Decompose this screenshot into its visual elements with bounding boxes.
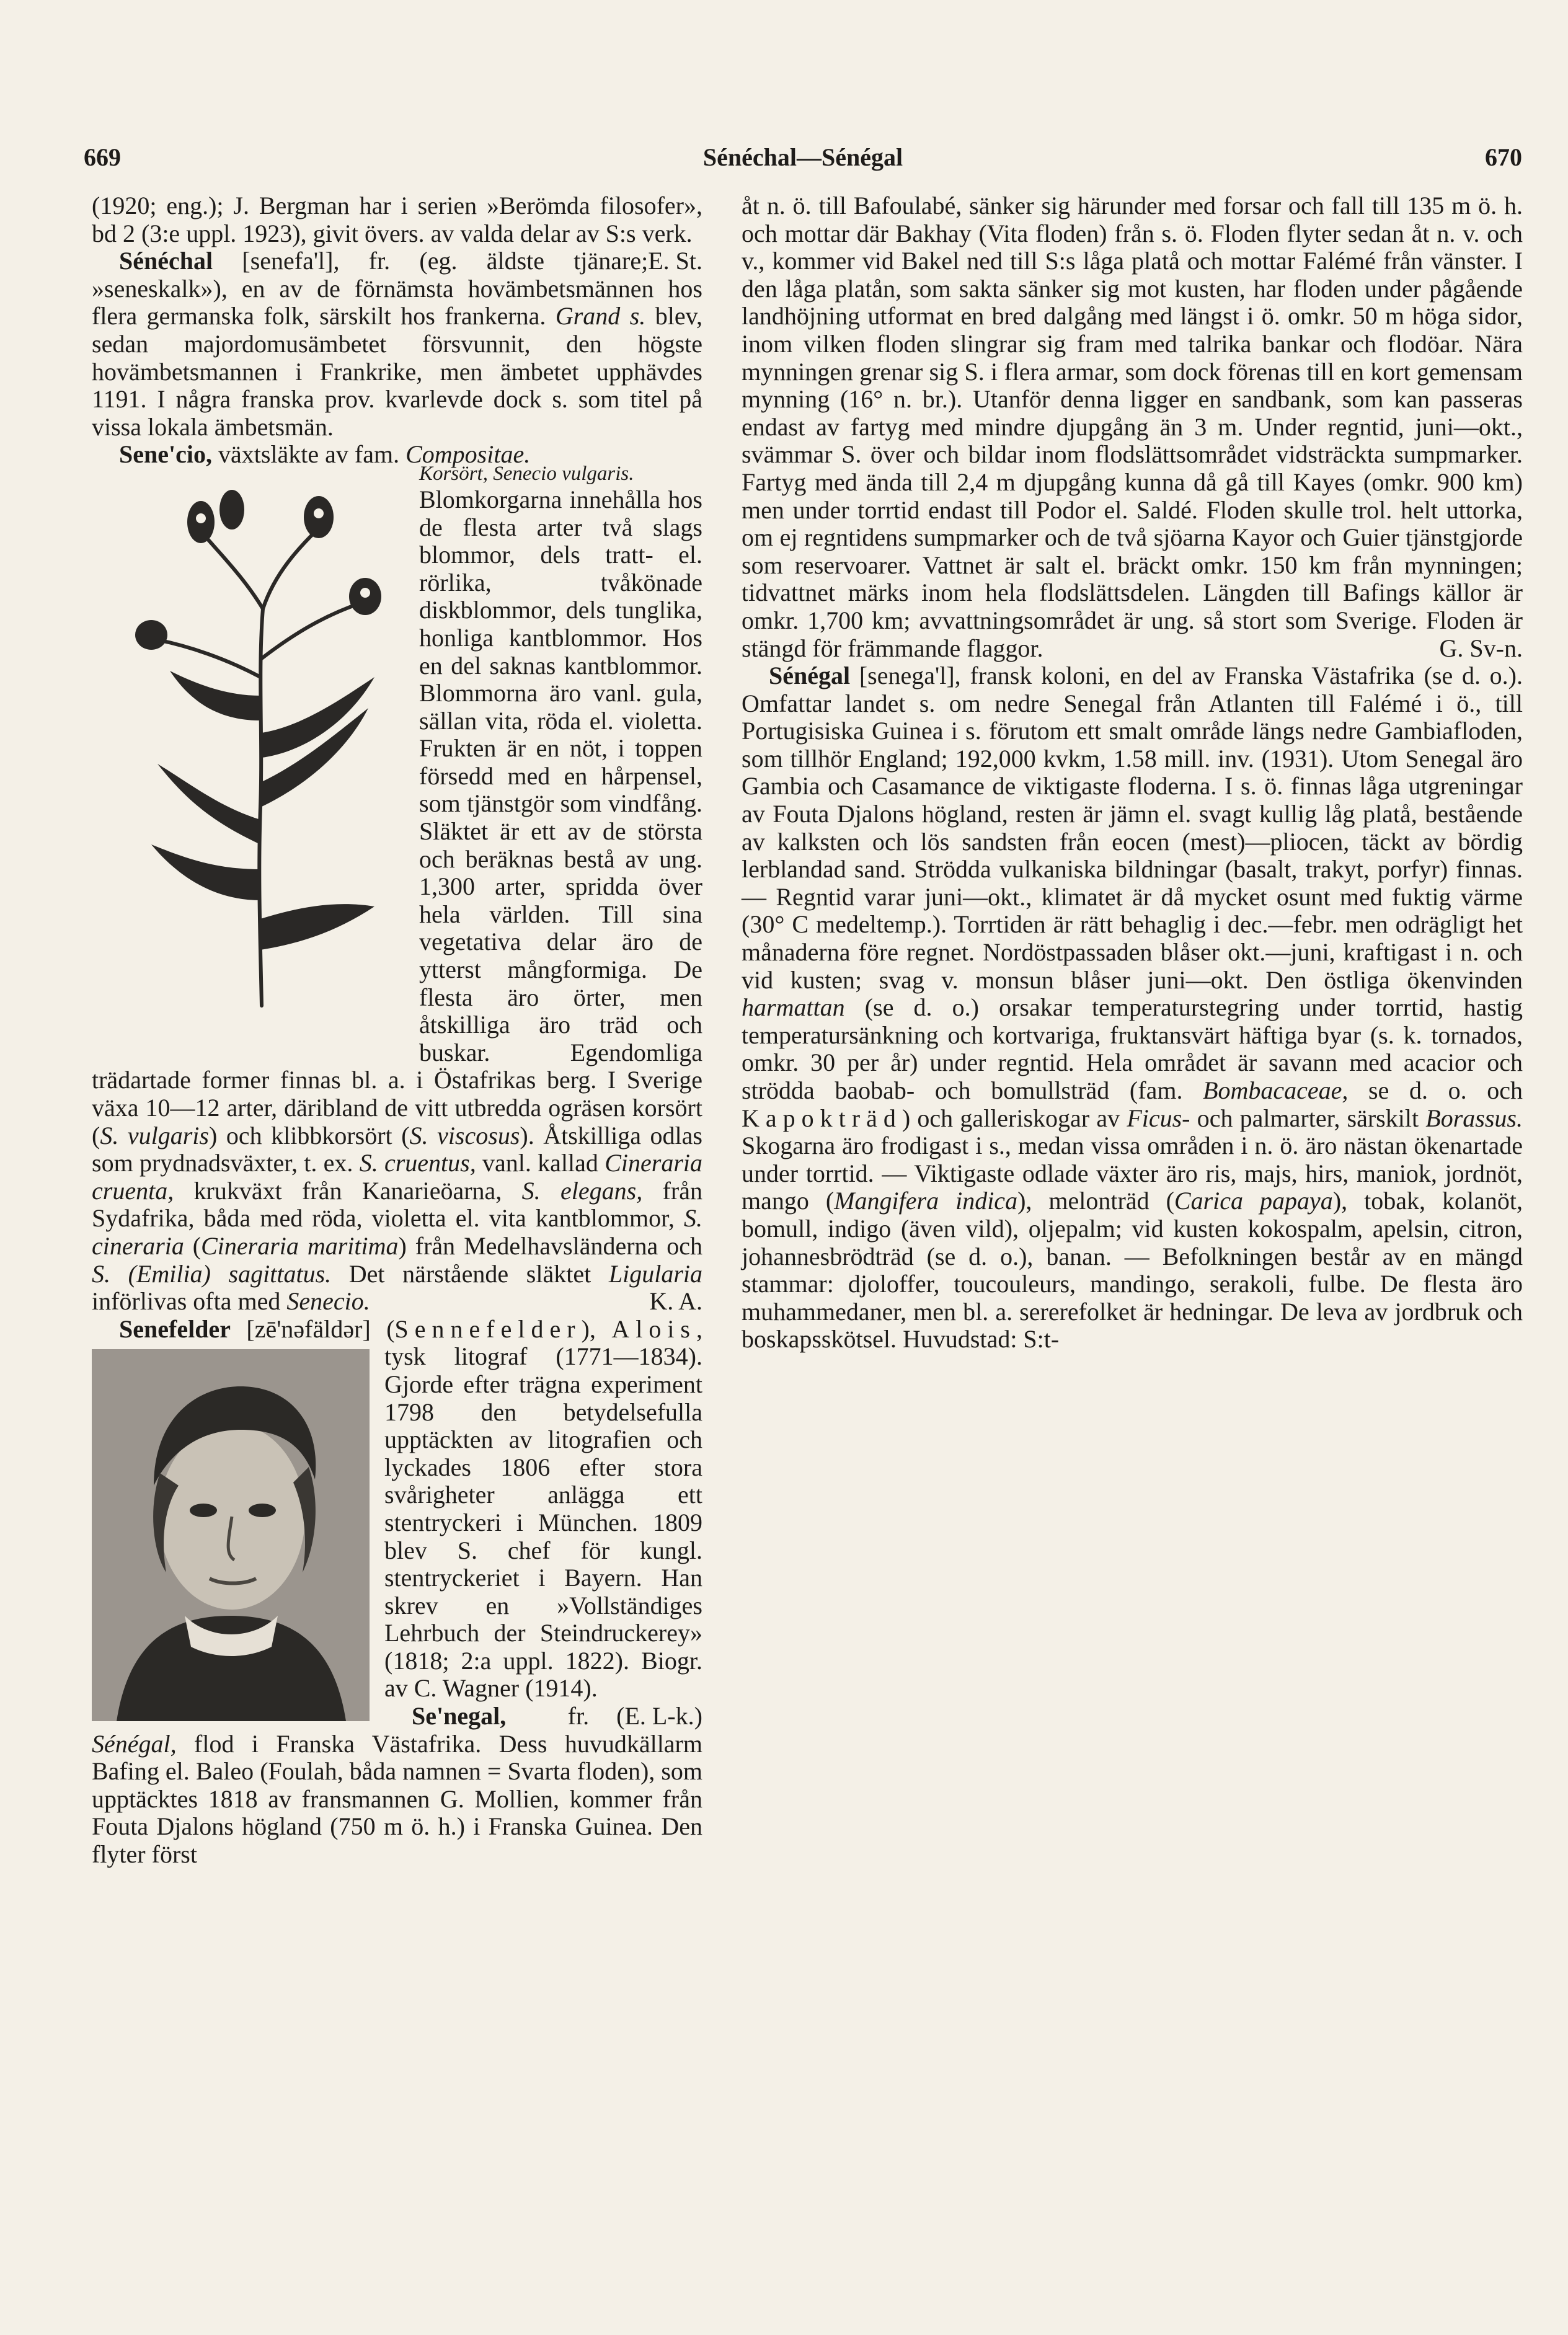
headword-senefelder: Senefelder <box>119 1314 231 1343</box>
page-number-right: 670 <box>1485 143 1522 171</box>
right-column <box>742 192 1523 1354</box>
headword-senecio: Sene'cio, <box>119 440 212 469</box>
entry-senegal-flod: Se'negal, fr. Sénégal, flod i Franska Västafrika. Dess huvudkällarm Bafing el. Baleo (Foulah, båda namnen = Svarta floden), som upptäcktes 1818 av fransmannen G. Mollien, kommer från Fouta Djalons högland (750 m ö. h.) i Franska Guinea. Den flyter först <box>92 1702 702 1869</box>
entry-senefelder: Senefelder [zē'nəfäldər] (Sennefelder), Alois , tysk litograf (1771—1834). Gjorde efter trägna experiment 1798 den betydelsefulla upptäckten av litografien och lyckades 1806 efter stora svårigheter anlägga ett stentryckeri i München. 1809 blev S. chef för kungl. stentryckeriet i Bayern. Han skrev en »Vollständiges Lehrbuch der Steindruckerey» (1818; 2:a uppl. 1822). Biogr. av C. Wagner (1914). (E. L-k.) <box>92 1316 702 1703</box>
senegal-river-paragraph: åt n. ö. till Bafoulabé, sänker sig härunder med forsar och fall till 135 m ö. h. och mottar där Bakhay (Vita floden) från s. ö. Floden flyter sedan åt n. v. och v., kommer vid Bakel ned till S:s låga platå och mottar Falémé från vänster. I den låga platån, som sakta sänker sig mot kusten, har floden under pågående landhöjning utformat en bred dalgång med längst i ö. omkr. 50 m höga sidor, inom vilken floden slingrar sig fram med talrika bankar och flodöar. Nära mynningen grenar sig S. i flera armar, som dock förenas till en kort gemensam mynning (16° n. br.). Utanför denna ligger en sandbank, som kan passeras endast av fartyg med mindre djupgång än 3 m. Under regntid, juni—okt., svämmar S. över och bildar inom flodslättsområdet vidsträckta sumpmarker. Fartyg med ända till 2,4 m djupgång kunna då gå till Kayes (omkr. 900 km) men under torrtid endast till Podor el. Saldé. Floden skulle trol. helt uttorka, om ej regntidens sumpmarker och de två sjöarna Kayor och Guier tjänstgjorde som reservoarer. Vattnet är salt el. bräckt omkr. 150 km från mynningen; tidvattnet märks inom hela flodslättsdelen. Längden till Bafings källor är omkr. 1,700 km; avvattningsområdet är ung. så stort som Sverige. Floden är stängd för främmande flaggor. G. Sv-n. <box>742 192 1523 662</box>
page-number-left: 669 <box>84 143 121 171</box>
signature-est: E. St. <box>648 247 702 275</box>
bergman-paragraph: (1920; eng.); J. Bergman har i serien »Berömda filosofer», bd 2 (3:e uppl. 1923), givit övers. av valda delar av S:s verk. E. St. <box>92 192 702 275</box>
signature-ka: K. A. <box>649 1287 702 1316</box>
headword-senechal: Sénéchal <box>119 247 213 275</box>
senecio-plant-illustration <box>114 472 404 1012</box>
entry-senechal: Sénéchal [senefa'l], fr. (eg. äldste tjänare; »seneskalk»), en av de förnämsta hovämbetsmännen hos flera germanska folk, särskilt hos frankerna. Grand s. blev, sedan majordomusämbetet försvunnit, den högste hovämbetsmannen i Frankrike, men ämbetet upphävdes 1191. I några franska prov. kvarlevde dock s. som titel på vissa lokala ämbetsmän. <box>92 247 702 441</box>
running-title: Sénéchal—Sénégal <box>702 143 903 171</box>
signature-gsvn: G. Sv-n. <box>1439 634 1523 662</box>
portrait-illustration <box>92 1349 370 1721</box>
figure-caption-korsort: Korsört, Senecio vulgaris. <box>419 462 634 485</box>
headword-senegal-koloni: Sénégal <box>769 662 851 690</box>
page-header <box>84 143 1522 180</box>
entry-senecio: Sene'cio, växtsläkte av fam. Compositae. <box>92 441 702 469</box>
figure-korsort <box>114 472 404 1037</box>
left-column: (1920; eng.); J. Bergman har i serien »Berömda filosofer», bd 2 (3:e uppl. 1923), givit övers. av valda delar av S:s verk. E. St. Sénéchal [senefa'l], fr. (eg. äldste tjänare; »seneskalk»), en av de förnämsta hovämbetsmännen hos flera germanska folk, särskilt hos frankerna. Grand s. blev, sedan majordomusämbetet försvunnit, den högste hovämbetsmannen i Frankrike, men ämbetet upphävdes 1191. I några franska prov. kvarlevde dock s. som titel på vissa lokala ämbetsmän. Sene'cio, växtsläkte av fam. Compositae. Korsört, Senecio vulgaris. Blomkorgarna innehålla hos de flesta arter två slags blommor, dels tratt- el. rörlika, tvåkönade diskblommor, dels tunglika, honliga kantblommor. Hos en del saknas kantblommor. Blommorna äro vanl. gula, sällan vita, röda el. violetta. Frukten är en nöt, i toppen försedd med en hårpensel, som tjänstgör som vindfång. Släktet är ett av de största och beräknas bestå av ung. 1,300 arter, spridda över hela världen. Till sina vegetativa delar äro de ytterst mångformiga. De flesta äro örter, men åtskilliga äro träd och buskar. Egendomliga trädartade former finnas bl. a. i Östafrikas berg. I Sverige växa 10—12 arter, däribland de vitt utbredda ogräsen korsört (S. vulgaris) och klibbkorsört (S. viscosus). Åtskilliga odlas som prydnadsväxter, t. ex. S. cruentus, vanl. kallad Cineraria cruenta, krukväxt från Kanarieöarna, S. elegans, från Sydafrika, båda med röda, violetta el. vita kantblommor, S. cineraria (Cineraria maritima) från Medelhavsländerna och S. (Emilia) sagittatus. Det närstående släktet Ligularia införlivas ofta med Senecio. K. A. Senefelder [zē'nəfäldər] (Sennefelder), Alois , tysk litograf (1771—1834). Gjorde efter trägna experiment 1798 den betydelsefulla upptäckten av litografien och lyckades 1806 efter stora svårigheter anlägga ett stentryckeri i München. 1809 blev S. chef för kungl. stentryckeriet i Bayern. Han skrev en »Vollständiges Lehrbuch der Steindruckerey» (1818; 2:a uppl. 1822). Biogr. av C. Wagner (1914). (E. L-k.) Se'negal, fr. Sénégal, flod i Franska Västafrika. Dess huvudkällarm Bafing el. Baleo (Foulah, båda namnen = Svarta floden), som upptäcktes 1818 av fransmannen G. Mollien, kommer från Fouta Djalons högland (750 m ö. h.) i Franska Guinea. Den flyter först <box>92 192 702 1869</box>
signature-elk: (E. L-k.) <box>616 1702 702 1730</box>
portrait-senefelder <box>92 1349 370 1721</box>
entry-senegal-koloni: Sénégal [senega'l], fransk koloni, en del av Franska Västafrika (se d. o.). Omfattar landet s. om nedre Senegal från Atlanten till Falémé i ö., till Portugisiska Guinea i s. förutom ett smalt område längs nedre Gambiafloden, som tillhör England; 192,000 kvkm, 1.58 mill. inv. (1931). Utom Senegal äro Gambia och Casamance de viktigaste floderna. I s. ö. finnas låga utgreningar av Fouta Djalons högland, resten är jämn el. svagt kullig låg platå, bestående av kalksten och lös sandsten från eocen (mest)—pliocen, täckt av bördig lerblandad sand. Strödda vulkaniska bildningar (basalt, trakyt, porfyr) finnas. — Regntid varar juni—okt., klimatet är då mycket osunt med fuktig värme (30° C medeltemp.). Torrtiden är rätt behaglig i dec.—febr. men odrägligt het månaderna före regnet. Nordöstpassaden blåser okt.—juni, kraftigast i n. och vid kusten; svag v. monsun blåser juni—okt. Den östliga ökenvinden harmattan (se d. o.) orsakar temperaturstegring under torrtid, hastig temperatursänkning och kortvariga, fruktansvärt häftiga byar (s. k. tornados, omkr. 30 per år) under regntid. Hela området är savann med acacior och strödda baobab- och bomullsträd (fam. Bombacaceae, se d. o. och Kapokträd) och galleriskogar av Ficus- och palmarter, särskilt Borassus. Skogarna äro frodigast i s., medan vissa områden i n. ö. äro nästan ökenartade under torrtid. — Viktigaste odlade växter äro ris, majs, hirs, maniok, jordnöt, mango (Mangifera indica), melonträd (Carica papaya), tobak, kolanöt, bomull, indigo (även vild), oljepalm; vid kusten kokospalm, apelsin, citron, johannesbrödträd (se d. o.), banan. — Befolkningen består av en mängd stammar: djoloffer, toucouleurs, mandingo, serakoli, fulbe. De flesta äro muhammedaner, men bl. a. sererefolket är hedningar. De leva av jordbruk och boskapsskötsel. Huvudstad: S:t- <box>742 662 1523 1354</box>
headword-senegal-flod: Se'negal, <box>412 1702 507 1730</box>
